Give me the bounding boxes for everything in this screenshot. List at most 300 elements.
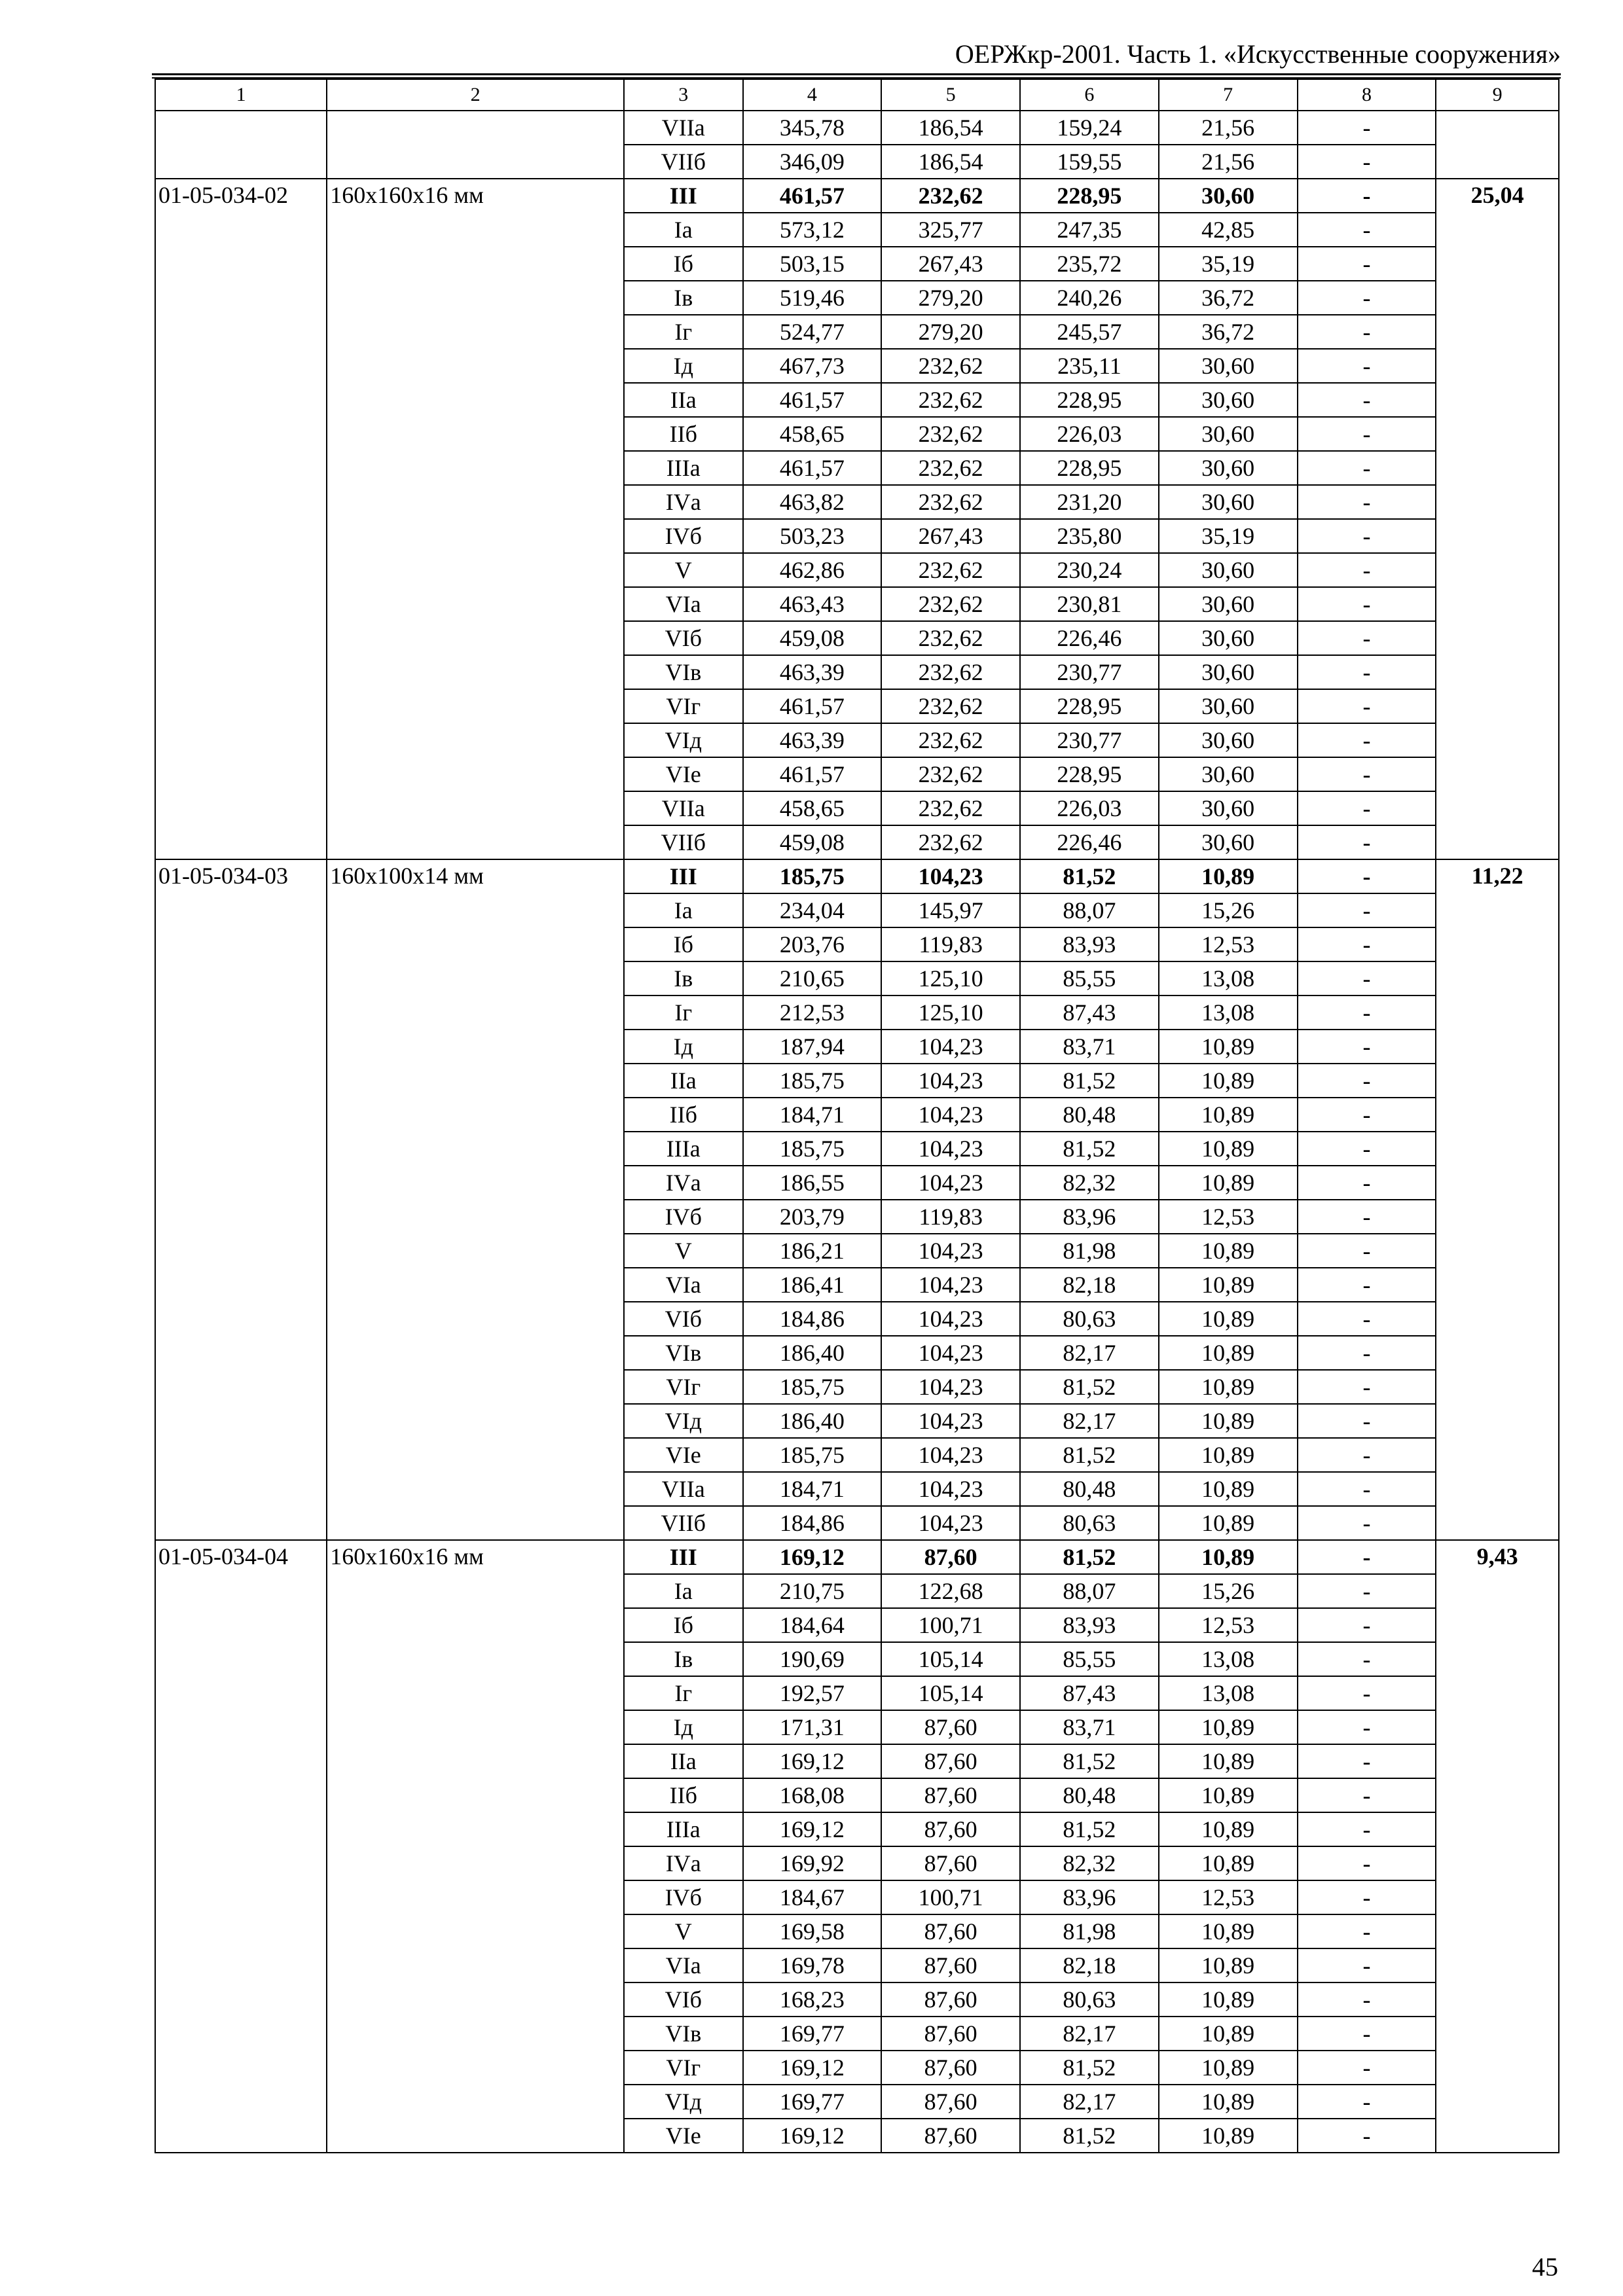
table-cell: - bbox=[1298, 145, 1436, 179]
table-cell: 186,54 bbox=[881, 111, 1020, 145]
table-cell: - bbox=[1298, 723, 1436, 757]
table-cell: V bbox=[624, 1234, 743, 1268]
table-cell: 82,32 bbox=[1020, 1846, 1159, 1880]
table-cell: Iб bbox=[624, 247, 743, 281]
column-number: 4 bbox=[743, 79, 882, 111]
column-number: 7 bbox=[1159, 79, 1298, 111]
table-cell: Iг bbox=[624, 315, 743, 349]
page-number: 45 bbox=[1532, 2252, 1558, 2282]
table-cell: 30,60 bbox=[1159, 451, 1298, 485]
table-cell: 100,71 bbox=[881, 1880, 1020, 1914]
table-cell: 226,46 bbox=[1020, 825, 1159, 859]
table-cell: 10,89 bbox=[1159, 1506, 1298, 1540]
table-cell: - bbox=[1298, 655, 1436, 689]
table-cell: 30,60 bbox=[1159, 791, 1298, 825]
name-cell: 160х160х16 мм bbox=[327, 179, 624, 859]
table-cell: 36,72 bbox=[1159, 315, 1298, 349]
table-cell: 30,60 bbox=[1159, 587, 1298, 621]
table-cell: 104,23 bbox=[881, 1472, 1020, 1506]
table-cell: III bbox=[624, 1540, 743, 1574]
table-cell: 83,71 bbox=[1020, 1710, 1159, 1744]
table-cell: - bbox=[1298, 213, 1436, 247]
table-cell: VIIа bbox=[624, 111, 743, 145]
table-cell: 10,89 bbox=[1159, 1812, 1298, 1846]
table-cell: - bbox=[1298, 1166, 1436, 1200]
table-cell: - bbox=[1298, 791, 1436, 825]
table-cell: 184,64 bbox=[743, 1608, 882, 1642]
table-cell: 81,52 bbox=[1020, 859, 1159, 893]
table-cell: 169,77 bbox=[743, 2085, 882, 2119]
table-row bbox=[155, 859, 1559, 893]
table-cell: 30,60 bbox=[1159, 757, 1298, 791]
table-cell: Iг bbox=[624, 1676, 743, 1710]
table-cell: 104,23 bbox=[881, 1336, 1020, 1370]
table-cell: 461,57 bbox=[743, 383, 882, 417]
table-cell: Iб bbox=[624, 927, 743, 961]
table-cell: 15,26 bbox=[1159, 1574, 1298, 1608]
table-cell: 459,08 bbox=[743, 621, 882, 655]
table-cell: 184,67 bbox=[743, 1880, 882, 1914]
table-cell: V bbox=[624, 1914, 743, 1948]
table-cell: 104,23 bbox=[881, 1030, 1020, 1064]
table-cell: 87,60 bbox=[881, 1982, 1020, 2017]
table-cell: 232,62 bbox=[881, 587, 1020, 621]
table-cell: - bbox=[1298, 1234, 1436, 1268]
table-cell: 87,60 bbox=[881, 1744, 1020, 1778]
table-cell: 80,48 bbox=[1020, 1472, 1159, 1506]
table-cell: - bbox=[1298, 1778, 1436, 1812]
table-cell: 459,08 bbox=[743, 825, 882, 859]
col9-cell: 11,22 bbox=[1436, 859, 1559, 1540]
table-cell: - bbox=[1298, 1098, 1436, 1132]
table-cell: - bbox=[1298, 961, 1436, 996]
table-cell: 171,31 bbox=[743, 1710, 882, 1744]
table-cell: 10,89 bbox=[1159, 1336, 1298, 1370]
table-cell: VIIб bbox=[624, 1506, 743, 1540]
table-cell: Iд bbox=[624, 1710, 743, 1744]
table-cell: 184,86 bbox=[743, 1506, 882, 1540]
table-cell: - bbox=[1298, 1200, 1436, 1234]
table-cell: 185,75 bbox=[743, 1438, 882, 1472]
table-cell: 104,23 bbox=[881, 1268, 1020, 1302]
table-cell: 186,54 bbox=[881, 145, 1020, 179]
column-number: 2 bbox=[327, 79, 624, 111]
table-cell: 10,89 bbox=[1159, 1268, 1298, 1302]
running-header: ОЕРЖкр-2001. Часть 1. «Искусственные сооружения» bbox=[955, 39, 1561, 69]
table-cell: 279,20 bbox=[881, 315, 1020, 349]
table-cell: 13,08 bbox=[1159, 961, 1298, 996]
table-cell: 81,52 bbox=[1020, 1064, 1159, 1098]
table-cell: - bbox=[1298, 1132, 1436, 1166]
table-cell: VIа bbox=[624, 1268, 743, 1302]
table-cell: 231,20 bbox=[1020, 485, 1159, 519]
table-cell: - bbox=[1298, 1064, 1436, 1098]
table-cell: 145,97 bbox=[881, 893, 1020, 927]
table-cell: VIIа bbox=[624, 791, 743, 825]
table-cell: VIг bbox=[624, 689, 743, 723]
table-cell: 169,12 bbox=[743, 1744, 882, 1778]
table-cell: 168,08 bbox=[743, 1778, 882, 1812]
table-cell: 267,43 bbox=[881, 519, 1020, 553]
table-cell: 10,89 bbox=[1159, 1302, 1298, 1336]
table-cell: 13,08 bbox=[1159, 996, 1298, 1030]
table-cell: - bbox=[1298, 1982, 1436, 2017]
table-cell: VIг bbox=[624, 1370, 743, 1404]
column-number: 5 bbox=[881, 79, 1020, 111]
table-cell: 463,39 bbox=[743, 723, 882, 757]
code-cell bbox=[155, 111, 327, 179]
table-cell: - bbox=[1298, 1642, 1436, 1676]
table-cell: 192,57 bbox=[743, 1676, 882, 1710]
table-cell: 21,56 bbox=[1159, 145, 1298, 179]
table-cell: 226,03 bbox=[1020, 417, 1159, 451]
col9-cell: 25,04 bbox=[1436, 179, 1559, 859]
table-cell: 159,24 bbox=[1020, 111, 1159, 145]
table-cell: 82,18 bbox=[1020, 1948, 1159, 1982]
table-cell: Iв bbox=[624, 961, 743, 996]
table-cell: 104,23 bbox=[881, 1302, 1020, 1336]
table-cell: - bbox=[1298, 1676, 1436, 1710]
table-cell: 88,07 bbox=[1020, 1574, 1159, 1608]
code-cell: 01-05-034-04 bbox=[155, 1540, 327, 2153]
name-cell bbox=[327, 111, 624, 179]
table-cell: - bbox=[1298, 1404, 1436, 1438]
table-cell: 81,52 bbox=[1020, 2051, 1159, 2085]
table-cell: 169,12 bbox=[743, 2051, 882, 2085]
table-cell: 186,55 bbox=[743, 1166, 882, 1200]
table-cell: 228,95 bbox=[1020, 451, 1159, 485]
table-cell: 80,48 bbox=[1020, 1098, 1159, 1132]
table-cell: 10,89 bbox=[1159, 1846, 1298, 1880]
table-cell: 186,41 bbox=[743, 1268, 882, 1302]
table-cell: 10,89 bbox=[1159, 1030, 1298, 1064]
table-cell: 80,63 bbox=[1020, 1982, 1159, 2017]
table-cell: - bbox=[1298, 1914, 1436, 1948]
table-cell: 119,83 bbox=[881, 927, 1020, 961]
table-cell: 42,85 bbox=[1159, 213, 1298, 247]
table-cell: VIв bbox=[624, 2017, 743, 2051]
table-cell: VIб bbox=[624, 1302, 743, 1336]
table-cell: 10,89 bbox=[1159, 1438, 1298, 1472]
table-cell: - bbox=[1298, 111, 1436, 145]
table-cell: 573,12 bbox=[743, 213, 882, 247]
table-cell: VIа bbox=[624, 1948, 743, 1982]
table-cell: 87,60 bbox=[881, 1948, 1020, 1982]
table-cell: Iа bbox=[624, 213, 743, 247]
table-cell: IVб bbox=[624, 519, 743, 553]
table-cell: 232,62 bbox=[881, 553, 1020, 587]
column-number: 3 bbox=[624, 79, 743, 111]
table-cell: - bbox=[1298, 1948, 1436, 1982]
table-cell: 230,77 bbox=[1020, 723, 1159, 757]
table-cell: 232,62 bbox=[881, 383, 1020, 417]
table-cell: 13,08 bbox=[1159, 1676, 1298, 1710]
table-cell: 88,07 bbox=[1020, 893, 1159, 927]
table-cell: 279,20 bbox=[881, 281, 1020, 315]
table-cell: - bbox=[1298, 2017, 1436, 2051]
table-cell: 81,98 bbox=[1020, 1914, 1159, 1948]
table-cell: 503,15 bbox=[743, 247, 882, 281]
table-cell: 461,57 bbox=[743, 757, 882, 791]
table-cell: 87,60 bbox=[881, 1812, 1020, 1846]
table-cell: 169,78 bbox=[743, 1948, 882, 1982]
table-cell: 169,58 bbox=[743, 1914, 882, 1948]
table-cell: VIIб bbox=[624, 825, 743, 859]
table-cell: 245,57 bbox=[1020, 315, 1159, 349]
table-cell: - bbox=[1298, 1302, 1436, 1336]
table-cell: Iб bbox=[624, 1608, 743, 1642]
table-cell: 503,23 bbox=[743, 519, 882, 553]
table-cell: 87,60 bbox=[881, 2017, 1020, 2051]
table-cell: 230,77 bbox=[1020, 655, 1159, 689]
table-cell: - bbox=[1298, 383, 1436, 417]
table-cell: IIа bbox=[624, 1744, 743, 1778]
table-cell: Iд bbox=[624, 349, 743, 383]
table-cell: IVб bbox=[624, 1880, 743, 1914]
table-cell: 30,60 bbox=[1159, 383, 1298, 417]
table-cell: 81,52 bbox=[1020, 2119, 1159, 2153]
table-cell: 232,62 bbox=[881, 179, 1020, 213]
table-cell: 13,08 bbox=[1159, 1642, 1298, 1676]
table-cell: - bbox=[1298, 247, 1436, 281]
table-cell: 184,71 bbox=[743, 1098, 882, 1132]
table-cell: 240,26 bbox=[1020, 281, 1159, 315]
table-cell: 232,62 bbox=[881, 451, 1020, 485]
table-cell: 10,89 bbox=[1159, 2085, 1298, 2119]
table-cell: - bbox=[1298, 485, 1436, 519]
price-table bbox=[155, 79, 1559, 2153]
table-cell: Iв bbox=[624, 281, 743, 315]
table-cell: 81,52 bbox=[1020, 1370, 1159, 1404]
table-cell: - bbox=[1298, 1744, 1436, 1778]
table-cell: 184,71 bbox=[743, 1472, 882, 1506]
table-cell: 104,23 bbox=[881, 1438, 1020, 1472]
name-cell: 160х160х16 мм bbox=[327, 1540, 624, 2153]
table-cell: 226,46 bbox=[1020, 621, 1159, 655]
table-row bbox=[155, 1540, 1559, 1574]
table-cell: 226,03 bbox=[1020, 791, 1159, 825]
table-cell: 30,60 bbox=[1159, 553, 1298, 587]
table-cell: 235,80 bbox=[1020, 519, 1159, 553]
table-cell: VIв bbox=[624, 655, 743, 689]
table-cell: - bbox=[1298, 825, 1436, 859]
table-cell: IIа bbox=[624, 383, 743, 417]
table-cell: 228,95 bbox=[1020, 179, 1159, 213]
table-cell: 104,23 bbox=[881, 1064, 1020, 1098]
table-cell: 104,23 bbox=[881, 1506, 1020, 1540]
column-number: 1 bbox=[155, 79, 327, 111]
table-cell: 12,53 bbox=[1159, 927, 1298, 961]
table-cell: - bbox=[1298, 1506, 1436, 1540]
table-cell: Iа bbox=[624, 1574, 743, 1608]
table-cell: - bbox=[1298, 1438, 1436, 1472]
code-cell: 01-05-034-03 bbox=[155, 859, 327, 1540]
table-cell: - bbox=[1298, 1268, 1436, 1302]
table-cell: 81,52 bbox=[1020, 1438, 1159, 1472]
table-cell: 80,63 bbox=[1020, 1302, 1159, 1336]
table-cell: - bbox=[1298, 1846, 1436, 1880]
table-cell: 125,10 bbox=[881, 961, 1020, 996]
table-cell: 83,93 bbox=[1020, 1608, 1159, 1642]
table-cell: 234,04 bbox=[743, 893, 882, 927]
table-cell: 10,89 bbox=[1159, 1744, 1298, 1778]
table-row bbox=[155, 111, 1559, 145]
table-cell: VIIа bbox=[624, 1472, 743, 1506]
table-cell: - bbox=[1298, 1030, 1436, 1064]
table-cell: VIа bbox=[624, 587, 743, 621]
table-cell: 203,76 bbox=[743, 927, 882, 961]
table-cell: 82,17 bbox=[1020, 2085, 1159, 2119]
table-row bbox=[155, 179, 1559, 213]
table-cell: IIа bbox=[624, 1064, 743, 1098]
table-cell: 10,89 bbox=[1159, 1064, 1298, 1098]
table-cell: VIе bbox=[624, 757, 743, 791]
table-cell: 87,60 bbox=[881, 1540, 1020, 1574]
table-cell: 104,23 bbox=[881, 1234, 1020, 1268]
table-cell: 35,19 bbox=[1159, 519, 1298, 553]
table-cell: 187,94 bbox=[743, 1030, 882, 1064]
col9-cell: 9,43 bbox=[1436, 1540, 1559, 2153]
table-cell: 36,72 bbox=[1159, 281, 1298, 315]
table-cell: 247,35 bbox=[1020, 213, 1159, 247]
table-cell: VIIб bbox=[624, 145, 743, 179]
table-cell: 35,19 bbox=[1159, 247, 1298, 281]
table-cell: 81,98 bbox=[1020, 1234, 1159, 1268]
table-cell: 10,89 bbox=[1159, 2017, 1298, 2051]
table-cell: - bbox=[1298, 315, 1436, 349]
table-cell: III bbox=[624, 179, 743, 213]
table-cell: 232,62 bbox=[881, 621, 1020, 655]
table-cell: 524,77 bbox=[743, 315, 882, 349]
table-cell: - bbox=[1298, 893, 1436, 927]
table-cell: 185,75 bbox=[743, 1132, 882, 1166]
table-cell: - bbox=[1298, 1540, 1436, 1574]
table-cell: 80,63 bbox=[1020, 1506, 1159, 1540]
table-cell: - bbox=[1298, 553, 1436, 587]
table-cell: - bbox=[1298, 451, 1436, 485]
table-cell: 463,39 bbox=[743, 655, 882, 689]
table-cell: 30,60 bbox=[1159, 723, 1298, 757]
table-cell: - bbox=[1298, 689, 1436, 723]
table-cell: 100,71 bbox=[881, 1608, 1020, 1642]
table-cell: 461,57 bbox=[743, 179, 882, 213]
table-cell: 30,60 bbox=[1159, 179, 1298, 213]
table-cell: 12,53 bbox=[1159, 1880, 1298, 1914]
table-cell: 461,57 bbox=[743, 451, 882, 485]
table-cell: 186,40 bbox=[743, 1336, 882, 1370]
table-cell: 235,11 bbox=[1020, 349, 1159, 383]
table-cell: 232,62 bbox=[881, 417, 1020, 451]
table-cell: 467,73 bbox=[743, 349, 882, 383]
table-cell: 10,89 bbox=[1159, 1540, 1298, 1574]
table-cell: 267,43 bbox=[881, 247, 1020, 281]
table-cell: 169,92 bbox=[743, 1846, 882, 1880]
table-cell: 228,95 bbox=[1020, 383, 1159, 417]
table-cell: 346,09 bbox=[743, 145, 882, 179]
table-cell: 235,72 bbox=[1020, 247, 1159, 281]
table-cell: 87,60 bbox=[881, 1778, 1020, 1812]
table-cell: IIIа bbox=[624, 1812, 743, 1846]
table-cell: 10,89 bbox=[1159, 1948, 1298, 1982]
table-cell: VIг bbox=[624, 2051, 743, 2085]
table-cell: - bbox=[1298, 1812, 1436, 1846]
table-cell: 185,75 bbox=[743, 1370, 882, 1404]
table-cell: 10,89 bbox=[1159, 1132, 1298, 1166]
table-cell: Iв bbox=[624, 1642, 743, 1676]
table-cell: 10,89 bbox=[1159, 2119, 1298, 2153]
table-cell: 10,89 bbox=[1159, 1982, 1298, 2017]
table-cell: 325,77 bbox=[881, 213, 1020, 247]
table-cell: 10,89 bbox=[1159, 1710, 1298, 1744]
table-cell: VIе bbox=[624, 1438, 743, 1472]
table-cell: 81,52 bbox=[1020, 1132, 1159, 1166]
table-cell: - bbox=[1298, 1574, 1436, 1608]
table-cell: 80,48 bbox=[1020, 1778, 1159, 1812]
table-cell: 87,60 bbox=[881, 1710, 1020, 1744]
table-cell: 463,82 bbox=[743, 485, 882, 519]
table-cell: 87,43 bbox=[1020, 1676, 1159, 1710]
table-cell: 228,95 bbox=[1020, 757, 1159, 791]
table-cell: 461,57 bbox=[743, 689, 882, 723]
table-cell: 185,75 bbox=[743, 859, 882, 893]
table-cell: III bbox=[624, 859, 743, 893]
table-cell: VIе bbox=[624, 2119, 743, 2153]
table-cell: IIIа bbox=[624, 451, 743, 485]
table-cell: 82,18 bbox=[1020, 1268, 1159, 1302]
table-cell: 232,62 bbox=[881, 485, 1020, 519]
table-cell: 83,71 bbox=[1020, 1030, 1159, 1064]
table-cell: IIIа bbox=[624, 1132, 743, 1166]
table-cell: 81,52 bbox=[1020, 1812, 1159, 1846]
table-cell: 10,89 bbox=[1159, 1166, 1298, 1200]
table-cell: 30,60 bbox=[1159, 349, 1298, 383]
table-cell: 169,12 bbox=[743, 2119, 882, 2153]
table-cell: 30,60 bbox=[1159, 825, 1298, 859]
table-cell: VIб bbox=[624, 1982, 743, 2017]
table-cell: - bbox=[1298, 1472, 1436, 1506]
table-cell: 186,21 bbox=[743, 1234, 882, 1268]
table-cell: - bbox=[1298, 2085, 1436, 2119]
table-cell: 462,86 bbox=[743, 553, 882, 587]
table-cell: 10,89 bbox=[1159, 1778, 1298, 1812]
table-cell: 232,62 bbox=[881, 757, 1020, 791]
table-cell: IIб bbox=[624, 1098, 743, 1132]
table-cell: 210,75 bbox=[743, 1574, 882, 1608]
table-cell: - bbox=[1298, 927, 1436, 961]
table-cell: - bbox=[1298, 2051, 1436, 2085]
table-cell: 30,60 bbox=[1159, 621, 1298, 655]
table-cell: 230,81 bbox=[1020, 587, 1159, 621]
table-cell: VIд bbox=[624, 2085, 743, 2119]
table-cell: 10,89 bbox=[1159, 1098, 1298, 1132]
table-cell: 15,26 bbox=[1159, 893, 1298, 927]
table-cell: 463,43 bbox=[743, 587, 882, 621]
table-cell: - bbox=[1298, 179, 1436, 213]
table-cell: 232,62 bbox=[881, 791, 1020, 825]
col9-cell bbox=[1436, 111, 1559, 179]
table-cell: 81,52 bbox=[1020, 1744, 1159, 1778]
table-cell: 122,68 bbox=[881, 1574, 1020, 1608]
table-cell: 81,52 bbox=[1020, 1540, 1159, 1574]
table-cell: 85,55 bbox=[1020, 961, 1159, 996]
table-cell: 519,46 bbox=[743, 281, 882, 315]
table-cell: 10,89 bbox=[1159, 1404, 1298, 1438]
table-cell: 87,60 bbox=[881, 2119, 1020, 2153]
table-cell: - bbox=[1298, 587, 1436, 621]
table-cell: 232,62 bbox=[881, 825, 1020, 859]
table-cell: 87,60 bbox=[881, 1914, 1020, 1948]
table-cell: 203,79 bbox=[743, 1200, 882, 1234]
